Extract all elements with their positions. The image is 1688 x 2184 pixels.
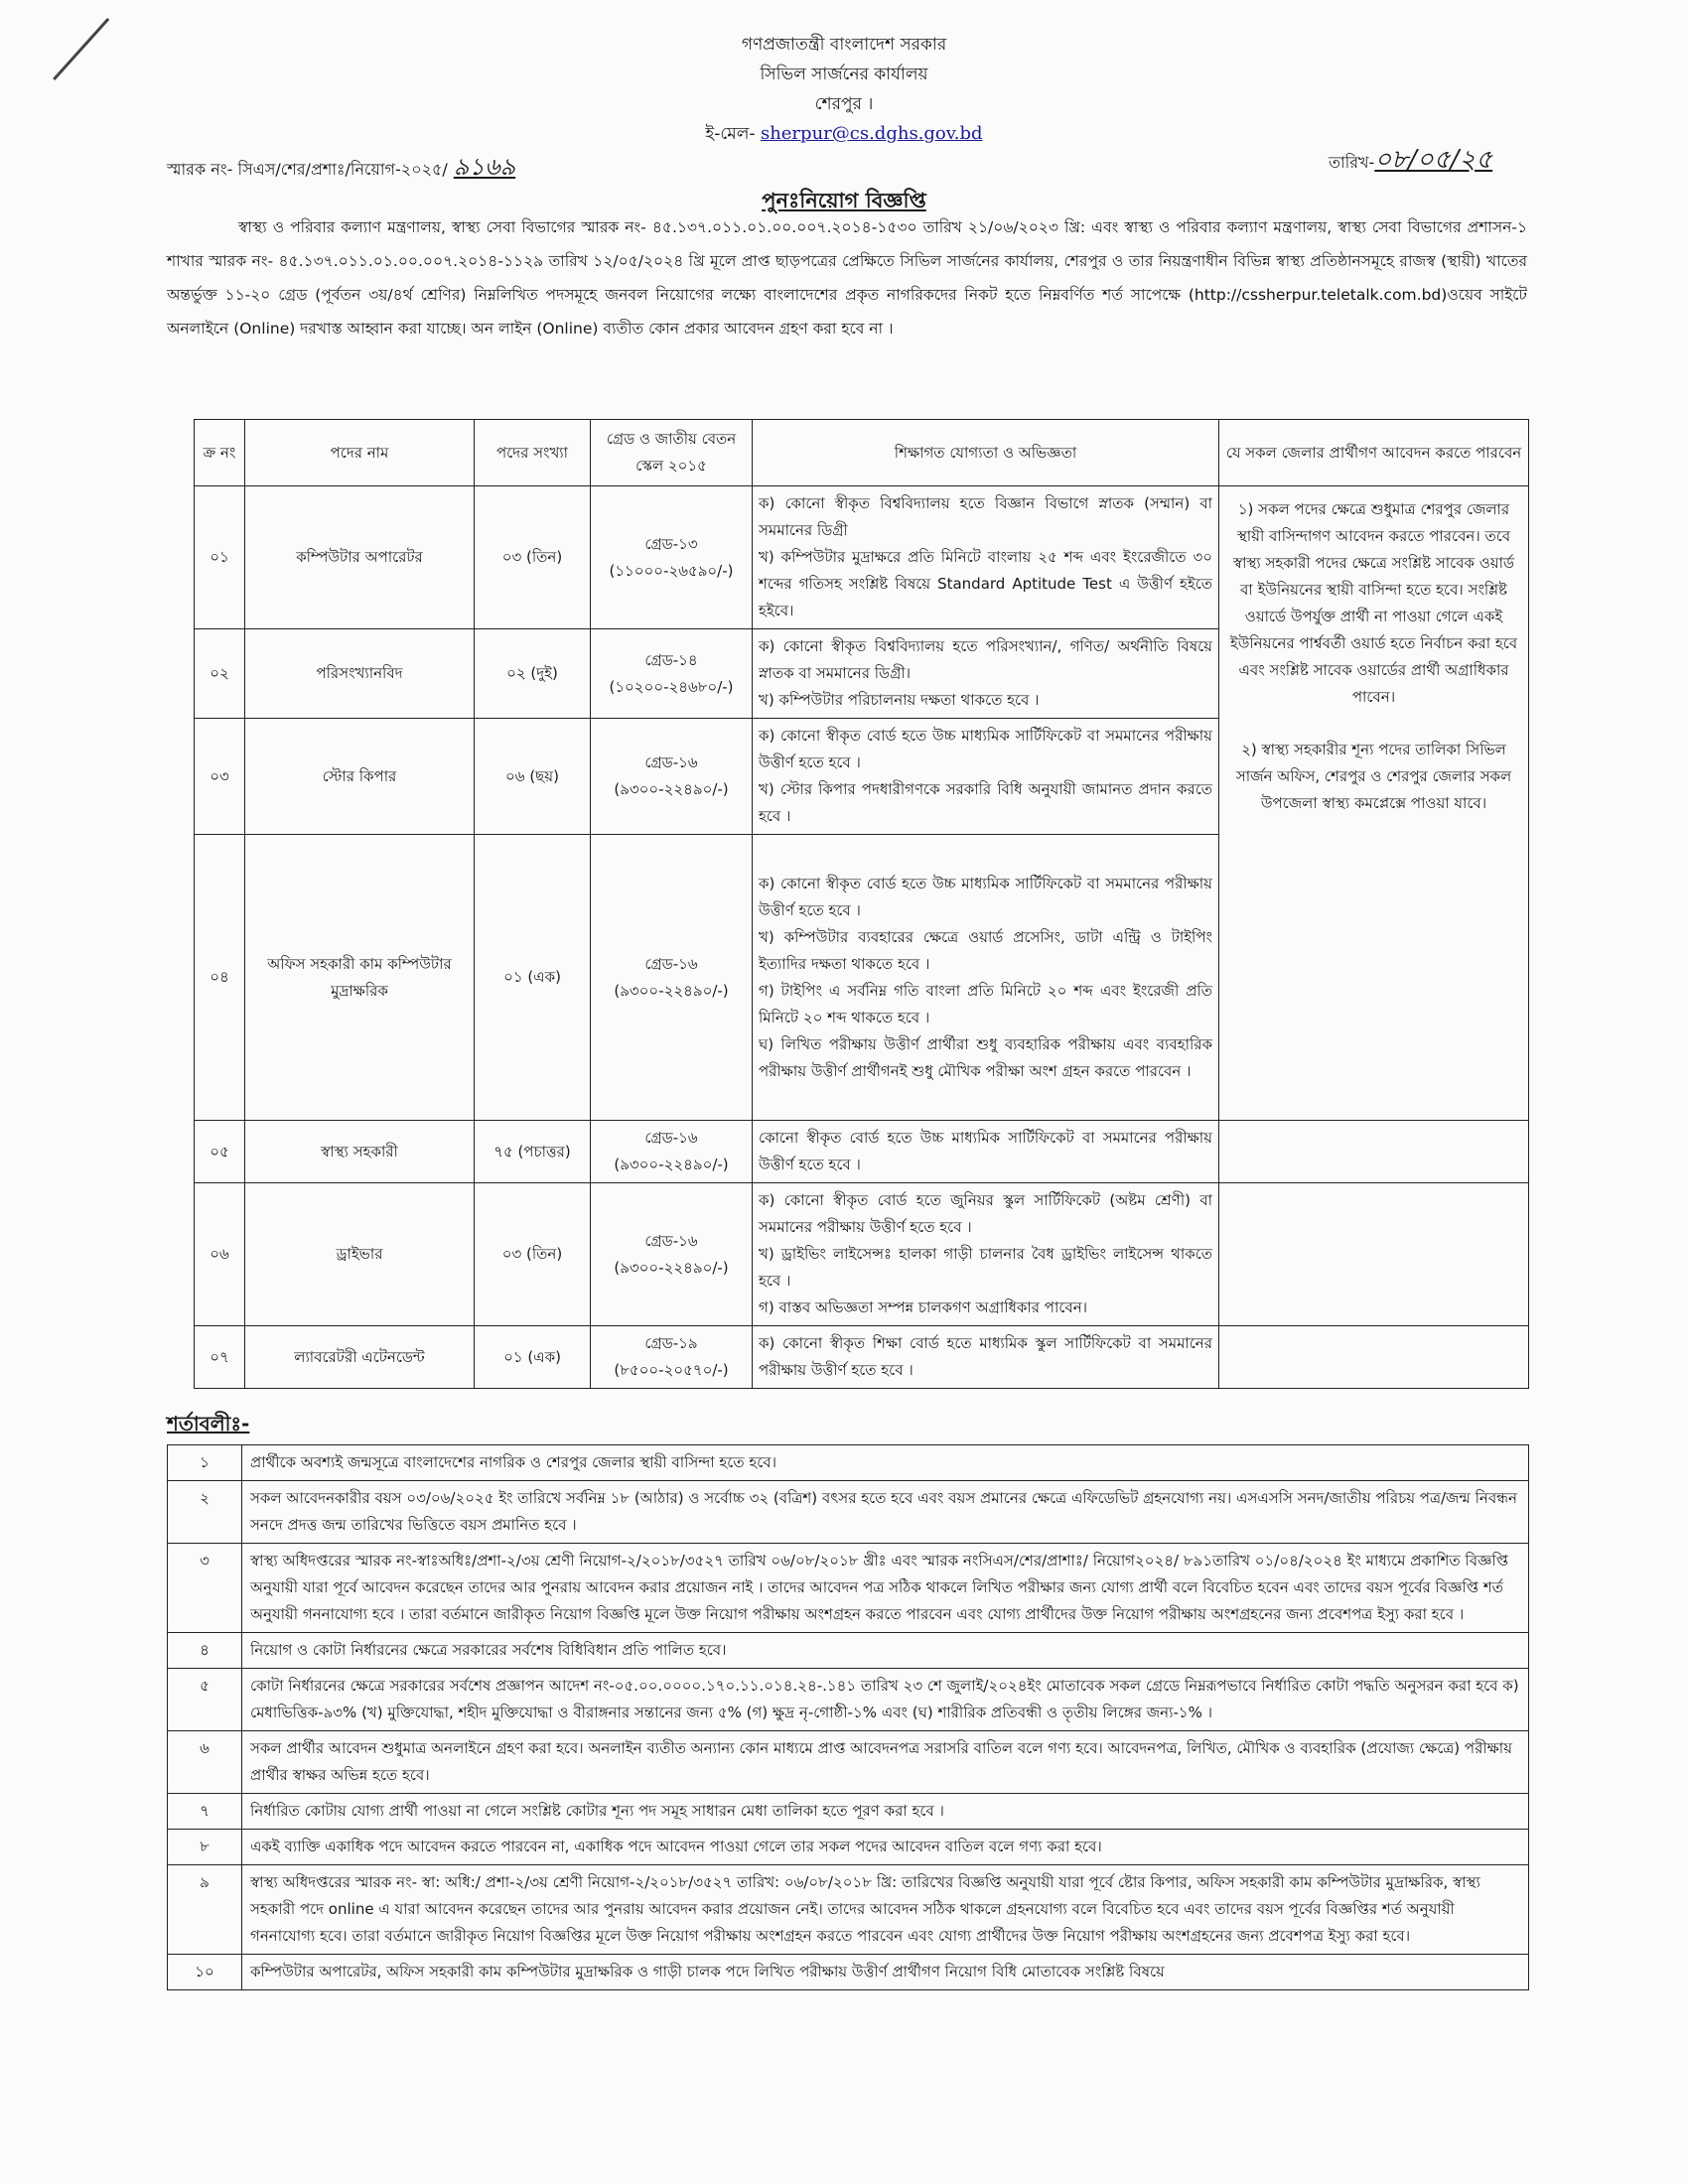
condition-number: ২ <box>168 1481 242 1544</box>
grade-grade: গ্রেড-১৬ <box>644 753 698 771</box>
posts-table <box>194 419 1529 1389</box>
condition-number: ৬ <box>168 1731 242 1794</box>
grade-grade: গ্রেড-১৬ <box>644 1231 698 1250</box>
condition-text: কম্পিউটার অপারেটর, অফিস সহকারী কাম কম্পিউটার মুদ্রাক্ষরিক ও গাড়ী চালক পদে লিখিত পরীক্ষায় উত্তীর্ণ প্রার্থীগণ নিয়োগ বিধি মোতাবেক সংশ্লিষ্ট বিষয়ে <box>242 1955 1529 1990</box>
cell-count: ০৩ (তিন) <box>475 486 591 629</box>
intro-text: স্বাস্থ্য ও পরিবার কল্যাণ মন্ত্রণালয়, স্বাস্থ্য সেবা বিভাগের স্মারক নং- ৪৫.১৩৭.০১১.০১.০০.০০৭.২০১৪-১৫৩০ তারিখ ২১/০৬/২০২৩ খ্রি: এবং স্বাস্থ্য ও পরিবার কল্যাণ মন্ত্রণালয়, স্বাস্থ্য সেবা বিভাগের প্রশাসন-১ শাখার স্মারক নং- ৪৫.১৩৭.০১১.০১.০০.০০৭.২০১৪-১১২৯ তারিখ ১২/০৫/২০২৪ খ্রি মূলে প্রাপ্ত ছাড়পত্রের প্রেক্ষিতে সিভিল সার্জনের কার্যালয়, শেরপুর ও তার নিয়ন্ত্রণাধীন বিভিন্ন স্বাস্থ্য প্রতিষ্ঠানসমূহে রাজস্ব (স্থায়ী) খাতের অন্তর্ভুক্ত ১১-২০ গ্রেড (পূর্বতন ৩য়/৪র্থ শ্রেণির) নিম্নলিখিত পদসমূহে জনবল নিয়োগের লক্ষ্যে বাংলাদেশের প্রকৃত নাগরিকদের নিকট হতে নিম্নবর্ণিত শর্ত সাপেক্ষে <box>167 218 1527 304</box>
cell-post: স্টোর কিপার <box>245 719 475 835</box>
condition-number: ৫ <box>168 1669 242 1731</box>
grade-scale: (১১০০০-২৬৫৯০/-) <box>609 561 734 580</box>
memo-number <box>167 149 515 189</box>
cell-post: ড্রাইভার <box>245 1183 475 1326</box>
qualification-item: ক) কোনো স্বীকৃত শিক্ষা বোর্ড হতে মাধ্যমিক স্কুল সার্টিফিকেট বা সমমানের পরীক্ষায় উত্তীর্ণ হতে হবে । <box>759 1334 1212 1379</box>
cell-post: অফিস সহকারী কাম কম্পিউটার মুদ্রাক্ষরিক <box>245 835 475 1121</box>
intro-paragraph <box>167 210 1527 345</box>
qualification-item: ক) কোনো স্বীকৃত বোর্ড হতে উচ্চ মাধ্যমিক সার্টিফিকেট বা সমমানের পরীক্ষায় উত্তীর্ণ হতে হবে । <box>759 727 1212 771</box>
condition-row <box>168 1794 1529 1830</box>
conditions-title: শর্তাবলীঃ- <box>167 1412 250 1435</box>
cell-post: ল্যাবরেটরী এটেনডেন্ট <box>245 1326 475 1389</box>
cell-qualification <box>753 1183 1219 1326</box>
condition-text: একই ব্যাক্তি একাধিক পদে আবেদন করতে পারবেন না, একাধিক পদে আবেদন পাওয়া গেলে তার সকল পদের আবেদন বাতিল বলে গণ্য করা হবে। <box>242 1830 1529 1865</box>
condition-number: ১ <box>168 1445 242 1481</box>
eligible-note-1: ১) সকল পদের ক্ষেত্রে শুধুমাত্র শেরপুর জেলার স্থায়ী বাসিন্দাগণ আবেদন করতে পারবেন। তবে স্বাস্থ্য সহকারী পদের ক্ষেত্রে সংশ্লিষ্ট সাবেক ওয়ার্ড বা ইউনিয়নের স্থায়ী বাসিন্দা হতে হবে। সংশ্লিষ্ট ওয়ার্ডে উপর্যুক্ত প্রার্থী না পাওয়া গেলে একই ইউনিয়নের পার্শ্ববর্তী ওয়ার্ড হতে নির্বাচন করা হবে এবং সংশ্লিষ্ট সাবেক ওয়ার্ডের প্রার্থী অগ্রাধিকার পাবেন। <box>1229 500 1518 706</box>
cell-sl: ০৬ <box>195 1183 245 1326</box>
condition-row <box>168 1731 1529 1794</box>
govt-name: গণপ্রজাতন্ত্রী বাংলাদেশ সরকার <box>741 35 947 55</box>
condition-row <box>168 1633 1529 1669</box>
qualification-item: গ) টাইপিং এ সর্বনিম্ন গতি বাংলা প্রতি মিনিটে ২০ শব্দ এবং ইংরেজী প্রতি মিনিটে ২০ শব্দ থাকতে হবে । <box>759 981 1212 1026</box>
qualification-item: ক) কোনো স্বীকৃত বোর্ড হতে উচ্চ মাধ্যমিক সার্টিফিকেট বা সমমানের পরীক্ষায় উত্তীর্ণ হতে হবে । <box>759 874 1212 919</box>
office-location: শেরপুর । <box>814 94 874 114</box>
condition-row <box>168 1865 1529 1955</box>
date-handwritten: ০৮/০৫/২৫ <box>1374 145 1493 175</box>
grade-scale: (৯৩০০-২২৪৯০/-) <box>614 1156 729 1173</box>
cell-sl: ০৪ <box>195 835 245 1121</box>
condition-number: ৪ <box>168 1633 242 1669</box>
condition-number: ১০ <box>168 1955 242 1990</box>
col-eligible: যে সকল জেলার প্রার্থীগণ আবেদন করতে পারবেন <box>1219 420 1529 486</box>
date <box>1329 139 1492 183</box>
cell-qualification <box>753 719 1219 835</box>
col-post: পদের নাম <box>245 420 475 486</box>
condition-text: স্বাস্থ্য অধিদপ্তরের স্মারক নং- স্বা: অধি:/ প্রশা-২/৩য় শ্রেণী নিয়োগ-২/২০১৮/৩৫২৭ তারিখ: ০৬/০৮/২০১৮ খ্রি: তারিখের বিজ্ঞপ্তি অনুযায়ী যারা পূর্বে ষ্টোর কিপার, অফিস সহকারী কাম কম্পিউটার মুদ্রাক্ষরিক, স্বাস্থ্য সহকারী পদে online এ যারা আবেদন করেছেন তাদের আর পুনরায় আবেদন করার প্রয়োজন নেই। তাদের আবেদন সঠিক থাকলে গ্রহনযোগ্য বলে বিবেচিত হবে এবং তাদের বয়স পূর্বের বিজ্ঞপ্তির শর্ত অনুযায়ী গননাযোগ্য হবে। তারা বর্তমানে জারীকৃত নিয়োগ বিজ্ঞপ্তির মূলে উক্ত নিয়োগ পরীক্ষায় অংশগ্রহন করতে পারবেন এবং যোগ্য প্রার্থীদের উক্ত নিয়োগ পরীক্ষায় অংশগ্রহনের জন্য প্রবেশপত্র ইস্যু করা হবে। <box>242 1865 1529 1955</box>
cell-eligible <box>1219 486 1529 1121</box>
condition-text: নির্ধারিত কোটায় যোগ্য প্রার্থী পাওয়া না গেলে সংশ্লিষ্ট কোটার শূন্য পদ সমূহ সাধারন মেধা তালিকা হতে পূরণ করা হবে । <box>242 1794 1529 1830</box>
col-grade: গ্রেড ও জাতীয় বেতন স্কেল ২০১৫ <box>591 420 753 486</box>
grade-scale: (৯৩০০-২২৪৯০/-) <box>614 780 729 798</box>
qualification-item: কোনো স্বীকৃত বোর্ড হতে উচ্চ মাধ্যমিক সার্টিফিকেট বা সমমানের পরীক্ষায় উত্তীর্ণ হতে হবে । <box>759 1129 1212 1173</box>
condition-row <box>168 1445 1529 1481</box>
cell-grade <box>591 719 753 835</box>
cell-grade <box>591 629 753 719</box>
email-link[interactable]: sherpur@cs.dghs.gov.bd <box>760 123 983 144</box>
cell-qualification <box>753 486 1219 629</box>
col-qualification: শিক্ষাগত যোগ্যতা ও অভিজ্ঞতা <box>753 420 1219 486</box>
cell-grade <box>591 835 753 1121</box>
cell-count: ০১ (এক) <box>475 835 591 1121</box>
cell-grade <box>591 486 753 629</box>
condition-number: ৭ <box>168 1794 242 1830</box>
cell-qualification <box>753 1121 1219 1183</box>
grade-grade: গ্রেড-১৩ <box>644 534 698 553</box>
table-row <box>195 1326 1529 1389</box>
cell-grade <box>591 1121 753 1183</box>
grade-scale: (১০২০০-২৪৬৮০/-) <box>609 677 734 696</box>
qualification-item: ঘ) লিখিত পরীক্ষায় উত্তীর্ণ প্রার্থীরা শুধু ব্যবহারিক পরীক্ষায় এবং ব্যবহারিক পরীক্ষায় উত্তীর্ণ প্রার্থীগনই শুধু মৌখিক পরীক্ষা অংশ গ্রহন করতে পারবেন । <box>759 1034 1212 1080</box>
qualification-item: খ) ড্রাইভিং লাইসেন্সঃ হালকা গাড়ী চালনার বৈধ ড্রাইভিং লাইসেন্স থাকতে হবে । <box>759 1245 1212 1290</box>
condition-row <box>168 1481 1529 1544</box>
eligible-note-2: ২) স্বাস্থ্য সহকারীর শূন্য পদের তালিকা সিভিল সার্জন অফিস, শেরপুর ও শেরপুর জেলার সকল উপজেলা স্বাস্থ্য কমপ্লেক্সে পাওয়া যাবে। <box>1235 741 1512 812</box>
qualification-item: ক) কোনো স্বীকৃত বিশ্ববিদ্যালয় হতে পরিসংখ্যান/, গণিত/ অর্থনীতি বিষয়ে স্নাতক বা সমমানের ডিগ্রী। <box>759 637 1212 682</box>
letterhead <box>0 30 1688 149</box>
grade-grade: গ্রেড-১৯ <box>644 1334 698 1352</box>
cell-sl: ০৭ <box>195 1326 245 1389</box>
condition-text: সকল প্রার্থীর আবেদন শুধুমাত্র অনলাইনে গ্রহণ করা হবে। অনলাইন ব্যতীত অন্যান্য কোন মাধ্যমে প্রাপ্ত আবেদনপত্র সরাসরি বাতিল বলে গণ্য হবে। আবেদনপত্র, লিখিত, মৌখিক ও ব্যবহারিক (প্রযোজ্য ক্ষেত্রে) পরীক্ষায় প্রার্থীর স্বাক্ষর অভিন্ন হতে হবে। <box>242 1731 1529 1794</box>
cell-sl: ০২ <box>195 629 245 719</box>
grade-scale: (৮৫০০-২০৫৭০/-) <box>614 1361 729 1379</box>
col-sl: ক্র নং <box>195 420 245 486</box>
table-row <box>195 1183 1529 1326</box>
memo-label: স্মারক নং- সিএস/শের/প্রশাঃ/নিয়োগ-২০২৫/ <box>167 160 448 179</box>
cell-qualification <box>753 835 1219 1121</box>
condition-row <box>168 1830 1529 1865</box>
qualification-item: খ) স্টোর কিপার পদধারীগণকে সরকারি বিধি অনুযায়ী জামানত প্রদান করতে হবে । <box>759 780 1212 825</box>
qualification-item: খ) কম্পিউটার মুদ্রাক্ষরে প্রতি মিনিটে বাংলায় ২৫ শব্দ এবং ইংরেজীতে ৩০ শব্দের গতিসহ সংশ্লিষ্ট বিষয়ে Standard Aptitude Test এ উত্তীর্ণ হইতে হইবে। <box>759 548 1212 619</box>
condition-number: ৩ <box>168 1544 242 1633</box>
table-row <box>195 486 1529 629</box>
conditions-table <box>167 1444 1529 1990</box>
condition-number: ৯ <box>168 1865 242 1955</box>
cell-post: স্বাস্থ্য সহকারী <box>245 1121 475 1183</box>
cell-sl: ০৩ <box>195 719 245 835</box>
condition-row <box>168 1544 1529 1633</box>
grade-grade: গ্রেড-১৪ <box>644 650 698 669</box>
condition-text: নিয়োগ ও কোটা নির্ধারনের ক্ষেত্রে সরকারের সর্বশেষ বিধিবিধান প্রতি পালিত হবে। <box>242 1633 1529 1669</box>
condition-number: ৮ <box>168 1830 242 1865</box>
cell-count: ০২ (দুই) <box>475 629 591 719</box>
qualification-item: খ) কম্পিউটার ব্যবহারের ক্ষেত্রে ওয়ার্ড প্রসেসিং, ডাটা এন্ট্রি ও টাইপিং ইত্যাদির দক্ষতা থাকতে হবে । <box>759 927 1212 973</box>
condition-row <box>168 1669 1529 1731</box>
condition-row <box>168 1955 1529 1990</box>
condition-text: স্বাস্থ্য অধিদপ্তরের স্মারক নং-স্বাঃঅধিঃ/প্রশা-২/৩য় শ্রেণী নিয়োগ-২/২০১৮/৩৫২৭ তারিখ ০৬/০৮/২০১৮ খ্রীঃ এবং স্মারক নংসিএস/শের/প্রাশাঃ/ নিয়োগ২০২৪/ ৮৯১তারিখ ০১/০৪/২০২৪ ইং মাধ্যমে প্রকাশিত বিজ্ঞপ্তি অনুযায়ী যারা পূর্বে আবেদন করেছেন তাদের আর পুনরায় আবেদন করার প্রয়োজন নাই । তাদের আবেদন পত্র সঠিক থাকলে লিখিত পরীক্ষার জন্য যোগ্য প্রার্থী বলে বিবেচিত হবেন এবং তাদের বয়স পূর্বের বিজ্ঞপ্তি শর্ত অনুযায়ী গননাযোগ্য হবে । তারা বর্তমানে জারীকৃত নিয়োগ বিজ্ঞপ্তি মূলে উক্ত নিয়োগ পরীক্ষায় অংশগ্রহন করতে পারবেন এবং যোগ্য প্রার্থীদের উক্ত নিয়োগ পরীক্ষায় অংশগ্রহনের জন্য প্রবেশপত্র ইস্যু করা হবে । <box>242 1544 1529 1633</box>
cell-sl: ০৫ <box>195 1121 245 1183</box>
cell-post: পরিসংখ্যানবিদ <box>245 629 475 719</box>
cell-sl: ০১ <box>195 486 245 629</box>
cell-count: ০৬ (ছয়) <box>475 719 591 835</box>
date-label: তারিখ- <box>1329 153 1375 172</box>
cell-qualification <box>753 629 1219 719</box>
grade-grade: গ্রেড-১৬ <box>644 1129 698 1147</box>
cell-eligible-empty <box>1219 1121 1529 1183</box>
cell-eligible-empty <box>1219 1183 1529 1326</box>
condition-text: কোটা নির্ধারনের ক্ষেত্রে সরকারের সর্বশেষ প্রজ্ঞাপন আদেশ নং-০৫.০০.০০০০.১৭০.১১.০১৪.২৪-.১৪১ তারিখ ২৩ শে জুলাই/২০২৪ইং মোতাবেক সকল গ্রেডে নিম্নরূপভাবে নির্ধারিত কোটা পদ্ধতি অনুসরন করা হবে ক) মেধাভিত্তিক-৯৩% (খ) মুক্তিযোদ্ধা, শহীদ মুক্তিযোদ্ধা ও বীরাঙ্গনার সন্তানের জন্য ৫% (গ) ক্ষুদ্র নৃ-গোষ্ঠী-১% এবং (ঘ) শারীরিক প্রতিবন্ধী ও তৃতীয় লিঙ্গের জন্য-১% । <box>242 1669 1529 1731</box>
cell-count: ০৩ (তিন) <box>475 1183 591 1326</box>
cell-qualification <box>753 1326 1219 1389</box>
grade-grade: গ্রেড-১৬ <box>644 954 698 973</box>
cell-count: ০১ (এক) <box>475 1326 591 1389</box>
table-row <box>195 1121 1529 1183</box>
email-label: ই-মেল- <box>705 124 756 144</box>
cell-count: ৭৫ (পচাত্তর) <box>475 1121 591 1183</box>
grade-scale: (৯৩০০-২২৪৯০/-) <box>614 981 729 1000</box>
cell-eligible-empty <box>1219 1326 1529 1389</box>
intro-text-end: ওয়েব সাইটে অনলাইনে (Online) দরখাস্ত আহ্বান করা যাচ্ছে। অন লাইন (Online) ব্যতীত কোন প্রকার আবেদন গ্রহণ করা হবে না । <box>167 286 1527 338</box>
memo-handwritten: ৯১৬৯ <box>453 153 516 181</box>
cell-grade <box>591 1326 753 1389</box>
condition-text: প্রার্থীকে অবশ্যই জন্মসূত্রে বাংলাদেশের নাগরিক ও শেরপুর জেলার স্থায়ী বাসিন্দা হতে হবে। <box>242 1445 1529 1481</box>
office-name: সিভিল সার্জনের কার্যালয় <box>760 65 928 84</box>
condition-text: সকল আবেদনকারীর বয়স ০৩/০৬/২০২৫ ইং তারিখে সর্বনিম্ন ১৮ (আঠার) ও সর্বোচ্চ ৩২ (বত্রিশ) বৎসর হতে হবে এবং বয়স প্রমানের ক্ষেত্রে এফিডেভিট গ্রহনযোগ্য নয়। এসএসসি সনদ/জাতীয় পরিচয় পত্র/জন্ম নিবন্ধন সনদে প্রদত্ত জন্ম তারিখের ভিত্তিতে বয়স প্রমানিত হবে । <box>242 1481 1529 1544</box>
website-link[interactable]: (http://cssherpur.teletalk.com.bd) <box>1188 286 1448 304</box>
table-header-row <box>195 420 1529 486</box>
qualification-item: খ) কম্পিউটার পরিচালনায় দক্ষতা থাকতে হবে । <box>759 691 1040 709</box>
cell-grade <box>591 1183 753 1326</box>
qualification-item: ক) কোনো স্বীকৃত বোর্ড হতে জুনিয়র স্কুল সার্টিফিকেট (অষ্টম শ্রেণী) বা সমমানের পরীক্ষায় উত্তীর্ণ হতে হবে । <box>759 1191 1212 1236</box>
cell-post: কম্পিউটার অপারেটর <box>245 486 475 629</box>
qualification-item: গ) বাস্তব অভিজ্ঞতা সম্পন্ন চালকগণ অগ্রাধিকার পাবেন। <box>759 1298 1088 1316</box>
grade-scale: (৯৩০০-২২৪৯০/-) <box>614 1258 729 1277</box>
col-count: পদের সংখ্যা <box>475 420 591 486</box>
qualification-item: ক) কোনো স্বীকৃত বিশ্ববিদ্যালয় হতে বিজ্ঞান বিভাগে স্নাতক (সম্মান) বা সমমানের ডিগ্রী <box>759 494 1212 539</box>
page-title: পুনঃনিয়োগ বিজ্ঞপ্তি <box>762 189 926 212</box>
